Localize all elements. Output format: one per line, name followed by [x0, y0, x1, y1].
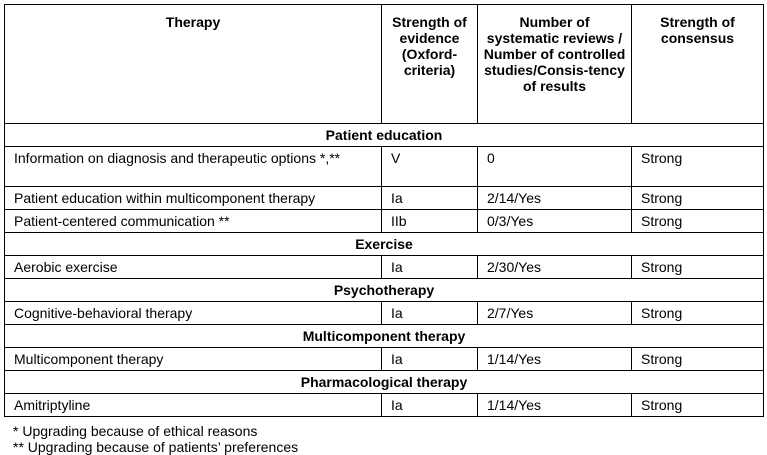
cell-evidence: Ia [382, 394, 478, 417]
column-header-therapy: Therapy [5, 5, 382, 124]
cell-reviews: 2/7/Yes [478, 302, 632, 325]
cell-evidence: V [382, 147, 478, 187]
cell-reviews: 1/14/Yes [478, 348, 632, 371]
cell-reviews: 2/30/Yes [478, 256, 632, 279]
cell-evidence: Ia [382, 302, 478, 325]
cell-consensus: Strong [632, 394, 764, 417]
cell-therapy: Patient education within multicomponent therapy [5, 187, 382, 210]
cell-therapy: Patient-centered communication ** [5, 210, 382, 233]
column-header-strength-of-evidence: Strength of evidence (Oxford-criteria) [382, 5, 478, 124]
cell-consensus: Strong [632, 348, 764, 371]
column-header-number-of-reviews: Number of systematic reviews / Number of controlled studies/Consis-tency of results [478, 5, 632, 124]
table-header-row [5, 5, 764, 124]
section-row-psychotherapy [5, 279, 764, 302]
cell-therapy: Aerobic exercise [5, 256, 382, 279]
table-row [5, 210, 764, 233]
footnote-patient-preferences: ** Upgrading because of patients’ preferences [13, 439, 299, 455]
section-title: Patient education [5, 124, 764, 147]
section-title: Exercise [5, 233, 764, 256]
cell-therapy: Cognitive-behavioral therapy [5, 302, 382, 325]
cell-reviews: 1/14/Yes [478, 394, 632, 417]
section-row-multicomponent-therapy [5, 325, 764, 348]
cell-evidence: Ia [382, 187, 478, 210]
section-title: Pharmacological therapy [5, 371, 764, 394]
cell-evidence: Ia [382, 256, 478, 279]
cell-reviews: 0 [478, 147, 632, 187]
table-row [5, 394, 764, 417]
cell-consensus: Strong [632, 187, 764, 210]
cell-consensus: Strong [632, 302, 764, 325]
column-header-strength-of-consensus: Strength of consensus [632, 5, 764, 124]
section-title: Multicomponent therapy [5, 325, 764, 348]
therapy-evidence-table [4, 4, 764, 417]
cell-consensus: Strong [632, 147, 764, 187]
document [4, 4, 763, 455]
cell-consensus: Strong [632, 210, 764, 233]
table-row [5, 147, 764, 187]
cell-therapy: Information on diagnosis and therapeutic options *,** [5, 147, 382, 187]
section-title: Psychotherapy [5, 279, 764, 302]
section-row-patient-education [5, 124, 764, 147]
cell-reviews: 2/14/Yes [478, 187, 632, 210]
table-row [5, 256, 764, 279]
cell-evidence: IIb [382, 210, 478, 233]
cell-reviews: 0/3/Yes [478, 210, 632, 233]
footnote-ethical-reasons: * Upgrading because of ethical reasons [13, 423, 258, 439]
table-row [5, 187, 764, 210]
table-row [5, 348, 764, 371]
footnotes [4, 423, 763, 455]
section-row-exercise [5, 233, 764, 256]
cell-therapy: Multicomponent therapy [5, 348, 382, 371]
table-row [5, 302, 764, 325]
cell-therapy: Amitriptyline [5, 394, 382, 417]
cell-evidence: Ia [382, 348, 478, 371]
section-row-pharmacological-therapy [5, 371, 764, 394]
cell-consensus: Strong [632, 256, 764, 279]
